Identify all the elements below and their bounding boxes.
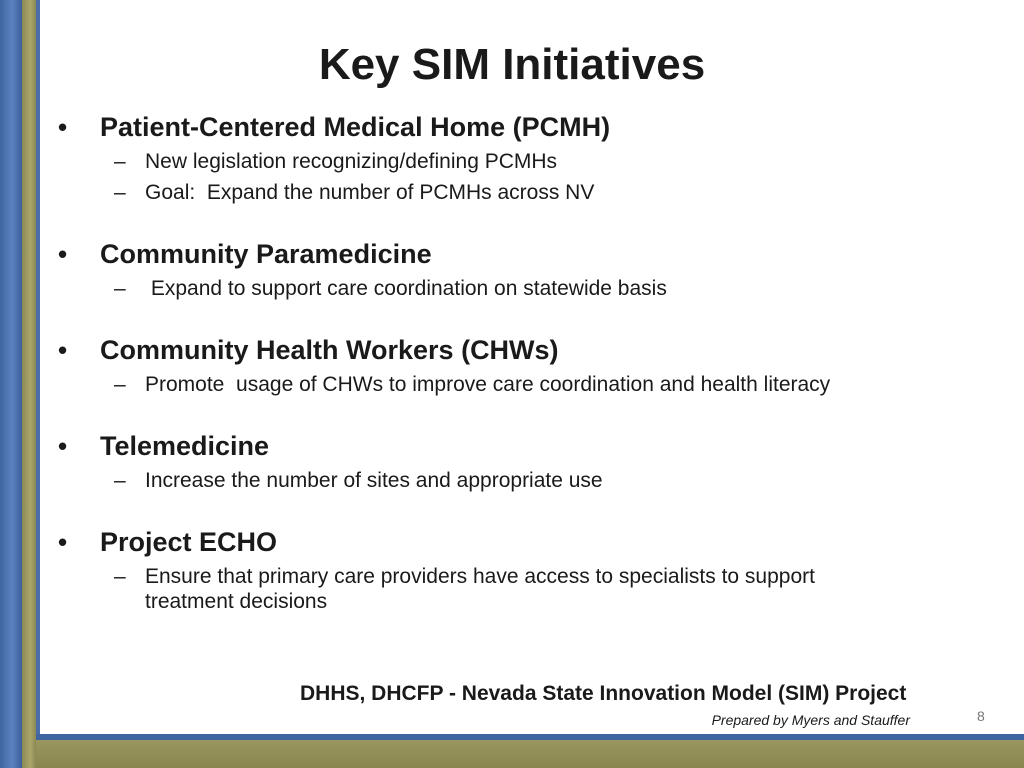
dash: –: [114, 150, 126, 173]
item-heading: Patient-Centered Medical Home (PCMH): [100, 112, 611, 142]
bullet: •: [58, 335, 68, 365]
dash: –: [114, 565, 126, 588]
slide-title: Key SIM Initiatives: [318, 40, 706, 89]
dash: –: [114, 277, 126, 300]
item-heading: Telemedicine: [100, 431, 270, 461]
list-item: [58, 527, 958, 614]
bullet: •: [58, 431, 68, 461]
item-heading: Project ECHO: [100, 527, 278, 557]
list-item: [58, 431, 958, 493]
sub-item: [58, 564, 958, 614]
footer-project-title: DHHS, DHCFP - Nevada State Innovation Model (SIM) Project: [300, 682, 907, 705]
sub-item: [58, 180, 958, 205]
left-olive-bar: [22, 0, 36, 768]
sub-item-text: Expand to support care coordination on statewide basis: [145, 277, 667, 300]
sub-item-text: Promote usage of CHWs to improve care coordination and health literacy: [145, 373, 831, 396]
sub-item: [58, 149, 958, 174]
dash: –: [114, 373, 126, 396]
sub-item-text: Increase the number of sites and appropriate use: [145, 469, 603, 492]
bullet: •: [58, 527, 68, 557]
bottom-olive-bar: [36, 740, 1024, 768]
left-blue-bar: [0, 0, 22, 768]
item-heading: Community Health Workers (CHWs): [100, 335, 559, 365]
bullet: •: [58, 112, 68, 142]
sub-item-text: New legislation recognizing/defining PCMHs: [145, 150, 558, 173]
page-number: 8: [977, 708, 985, 724]
list-item: [58, 239, 958, 301]
list-item: [58, 112, 958, 205]
bullet: •: [58, 239, 68, 269]
dash: –: [114, 181, 126, 204]
item-heading: Community Paramedicine: [100, 239, 432, 269]
list-item: [58, 335, 958, 397]
footer-prepared-by: Prepared by Myers and Stauffer: [711, 712, 910, 728]
sub-item: [58, 468, 958, 493]
dash: –: [114, 469, 126, 492]
sub-item: [58, 372, 958, 397]
sub-item-text: Goal: Expand the number of PCMHs across NV: [145, 181, 595, 204]
left-thin-blue-bar: [36, 0, 40, 740]
sub-item: [58, 276, 958, 301]
sub-item-text: Ensure that primary care providers have access to specialists to support treatment decisions: [145, 565, 815, 613]
initiatives-list: [58, 112, 958, 614]
